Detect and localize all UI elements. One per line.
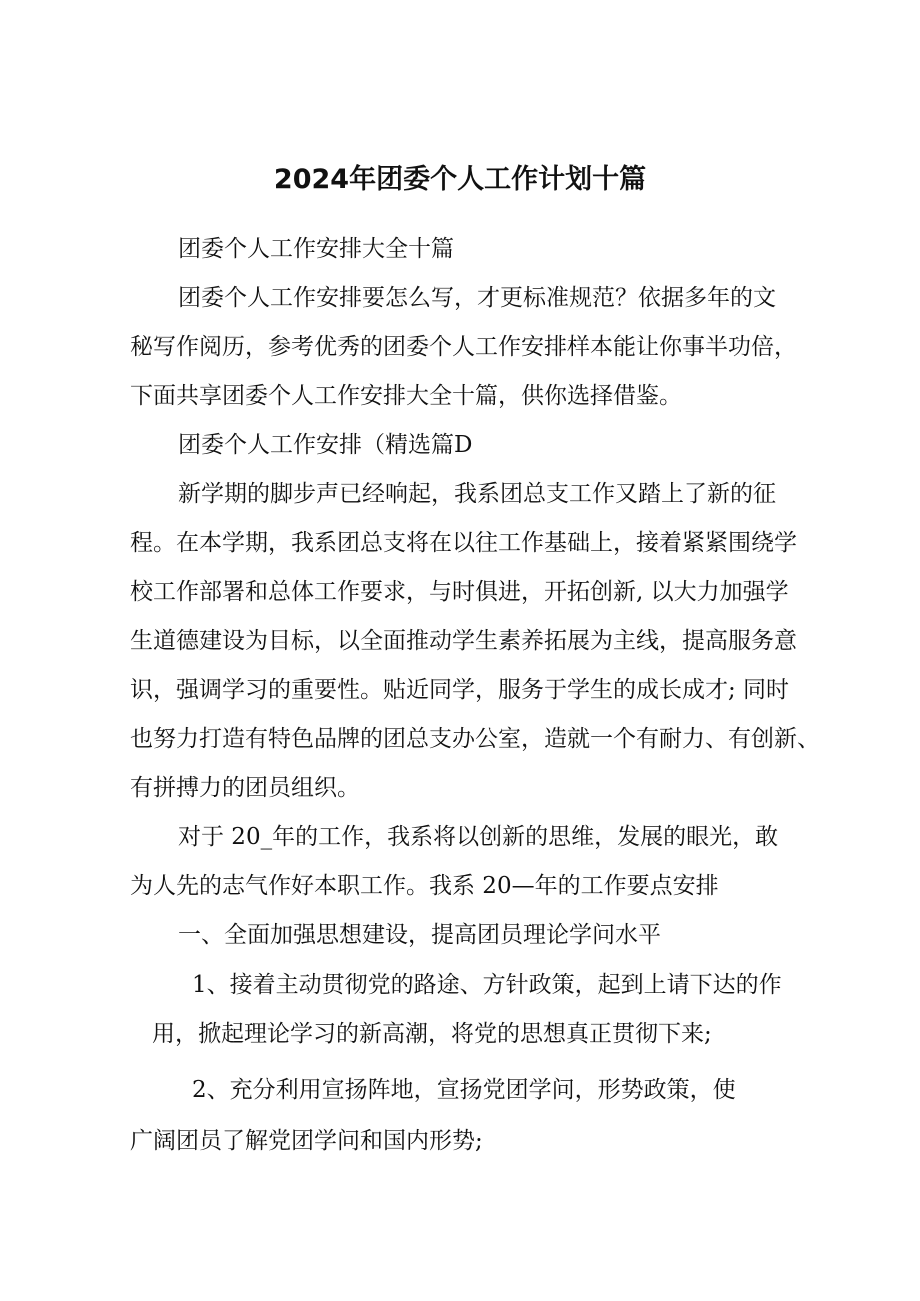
list-item-line: 1、接着主动贯彻党的路途、方针政策，起到上请下达的作 [192,972,782,998]
body-line: 生道德建设为目标，以全面推动学生素养拓展为主线，提高服务意 [130,628,797,654]
list-item-line: 广阔团员了解党团学问和国内形势; [130,1128,483,1154]
body-line: 程。在本学期，我系团总支将在以往工作基础上，接着紧紧围绕学 [130,530,797,556]
intro-line: 团委个人工作安排要怎么写，才更标准规范？依据多年的文 [178,285,776,311]
document-subtitle: 团委个人工作安排大全十篇 [178,236,454,262]
section-heading: 团委个人工作安排（精选篇D [178,432,473,458]
plan-line: 对于 20_年的工作，我系将以创新的思维，发展的眼光，敢 [178,824,779,850]
body-line: 识，强调学习的重要性。贴近同学，服务于学生的成长成才; 同时 [130,677,790,703]
list-item-line: 2、充分利用宣扬阵地，宣扬党团学问，形势政策，使 [192,1077,736,1103]
plan-line: 为人先的志气作好本职工作。我系 20—年的工作要点安排 [130,873,719,899]
intro-line: 下面共享团委个人工作安排大全十篇，供你选择借鉴。 [130,383,682,409]
body-line: 也努力打造有特色品牌的团总支办公室，造就一个有耐力、有创新、 [130,726,820,752]
list-item-line: 用，掀起理论学习的新高潮，将党的思想真正贯彻下来; [152,1021,712,1047]
body-line: 新学期的脚步声已经响起，我系团总支工作又踏上了新的征 [178,481,776,507]
point-heading: 一、全面加强思想建设，提高团员理论学问水平 [178,922,661,948]
page-title: 2024年团委个人工作计划十篇 [273,164,647,195]
body-line: 校工作部署和总体工作要求，与时俱进，开拓创新, 以大力加强学 [130,579,789,605]
intro-line: 秘写作阅历，参考优秀的团委个人工作安排样本能让你事半功倍， [130,334,797,360]
body-line: 有拼搏力的团员组织。 [130,775,360,801]
